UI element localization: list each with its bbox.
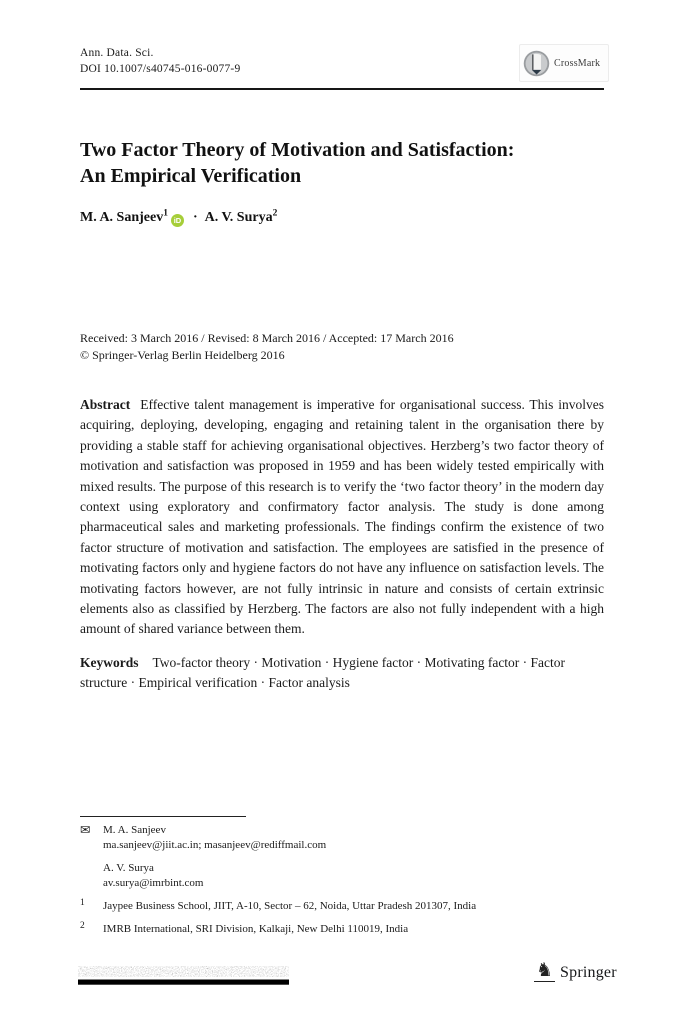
journal-header bbox=[80, 45, 240, 77]
envelope-spacer bbox=[80, 861, 103, 890]
author-name: A. V. Surya$^2$ bbox=[204, 208, 278, 225]
springer-logo bbox=[534, 961, 617, 982]
springer-wordmark: Springer bbox=[560, 964, 617, 981]
abstract-label: Abstract bbox=[80, 397, 131, 412]
springer-knight-icon: ♞ bbox=[536, 959, 554, 981]
author-affiliation-sup: 1 bbox=[163, 208, 168, 218]
author-name: M. A. Sanjeev$^1$ bbox=[80, 208, 168, 225]
copyright-line: © Springer-Verlag Berlin Heidelberg 2016 bbox=[80, 347, 285, 362]
affiliation-sup: 1 bbox=[80, 898, 85, 908]
footer-noise-strip bbox=[78, 966, 289, 986]
footer-black-bar bbox=[78, 980, 289, 985]
affiliation-row bbox=[80, 899, 604, 913]
envelope-icon: ✉ bbox=[80, 823, 91, 837]
author-affiliation-sup: 2 bbox=[272, 208, 278, 218]
abstract-text: Effective talent management is imperative for organisational success. This involves acquiring, deploying, developing, engaging and retaining talent in the organisation there by providing a stable staff for achieving organisational objectives. Herzberg’s two factor theory of motivation and satisfaction was proposed in 1959 and has been widely tested empirically with mixed results. The purpose of this research is to verify the ‘two factor theory’ in the modern day context using exploratory and confirmatory factor analysis. The study is done among pharmaceutical sales and marketing professionals. The findings confirm the existence of two factor structure of motivation and satisfaction. The employees are satisfied in the presence of motivating factors only and hygiene factors do not have any influence on satisfaction levels. The motivating factors however, are not fully intrinsic in nature and consists of certain extrinsic elements also as classified by Herzberg. The factors are also not fully independent with a high amount of shared variance between them. bbox=[80, 397, 604, 637]
journal-title: Ann. Data. Sci. bbox=[80, 47, 154, 59]
crossmark-badge[interactable] bbox=[519, 44, 609, 82]
affiliation-row bbox=[80, 922, 604, 936]
article-title-line: Two Factor Theory of Motivation and Satisfaction: bbox=[80, 139, 515, 161]
header-rule bbox=[80, 88, 604, 90]
affiliation-text: Jaypee Business School, JIIT, A-10, Sector – 62, Noida, Uttar Pradesh 201307, India bbox=[103, 900, 477, 912]
article-title-line: An Empirical Verification bbox=[80, 165, 302, 187]
authors-line bbox=[80, 208, 277, 227]
author-separator: · bbox=[192, 209, 198, 225]
crossmark-label: CrossMark bbox=[554, 57, 601, 69]
journal-doi: DOI 10.1007/s40745-016-0077-9 bbox=[80, 63, 241, 75]
affiliation-text: IMRB International, SRI Division, Kalkaji, New Delhi 110019, India bbox=[103, 923, 409, 935]
article-history-block bbox=[80, 330, 454, 363]
correspondent-emails[interactable]: ma.sanjeev@jiit.ac.in; masanjeev@rediffmail.com bbox=[103, 838, 327, 851]
keywords-label: Keywords bbox=[80, 655, 139, 670]
correspondence-entry bbox=[80, 861, 604, 890]
article-history: Received: 3 March 2016 / Revised: 8 March 2016 / Accepted: 17 March 2016 bbox=[80, 331, 454, 345]
correspondence-block bbox=[80, 823, 604, 890]
keywords-list: Two-factor theory · Motivation · Hygiene factor · Motivating factor · Factor structure · Empirical verification · Factor analysis bbox=[80, 655, 566, 691]
correspondence-entry bbox=[80, 823, 604, 852]
crossmark-icon bbox=[522, 49, 551, 78]
affiliation-sup: 2 bbox=[80, 921, 85, 931]
article-title bbox=[80, 137, 514, 189]
keywords-paragraph bbox=[80, 653, 604, 694]
orcid-icon[interactable]: iD bbox=[171, 214, 184, 227]
correspondent-name: A. V. Surya bbox=[103, 862, 154, 874]
correspondent-emails[interactable]: av.surya@imrbint.com bbox=[103, 876, 204, 889]
correspondent-name: M. A. Sanjeev bbox=[103, 824, 166, 836]
abstract-paragraph bbox=[80, 395, 604, 640]
footnote-rule bbox=[80, 816, 246, 817]
affiliations-block bbox=[80, 899, 604, 936]
